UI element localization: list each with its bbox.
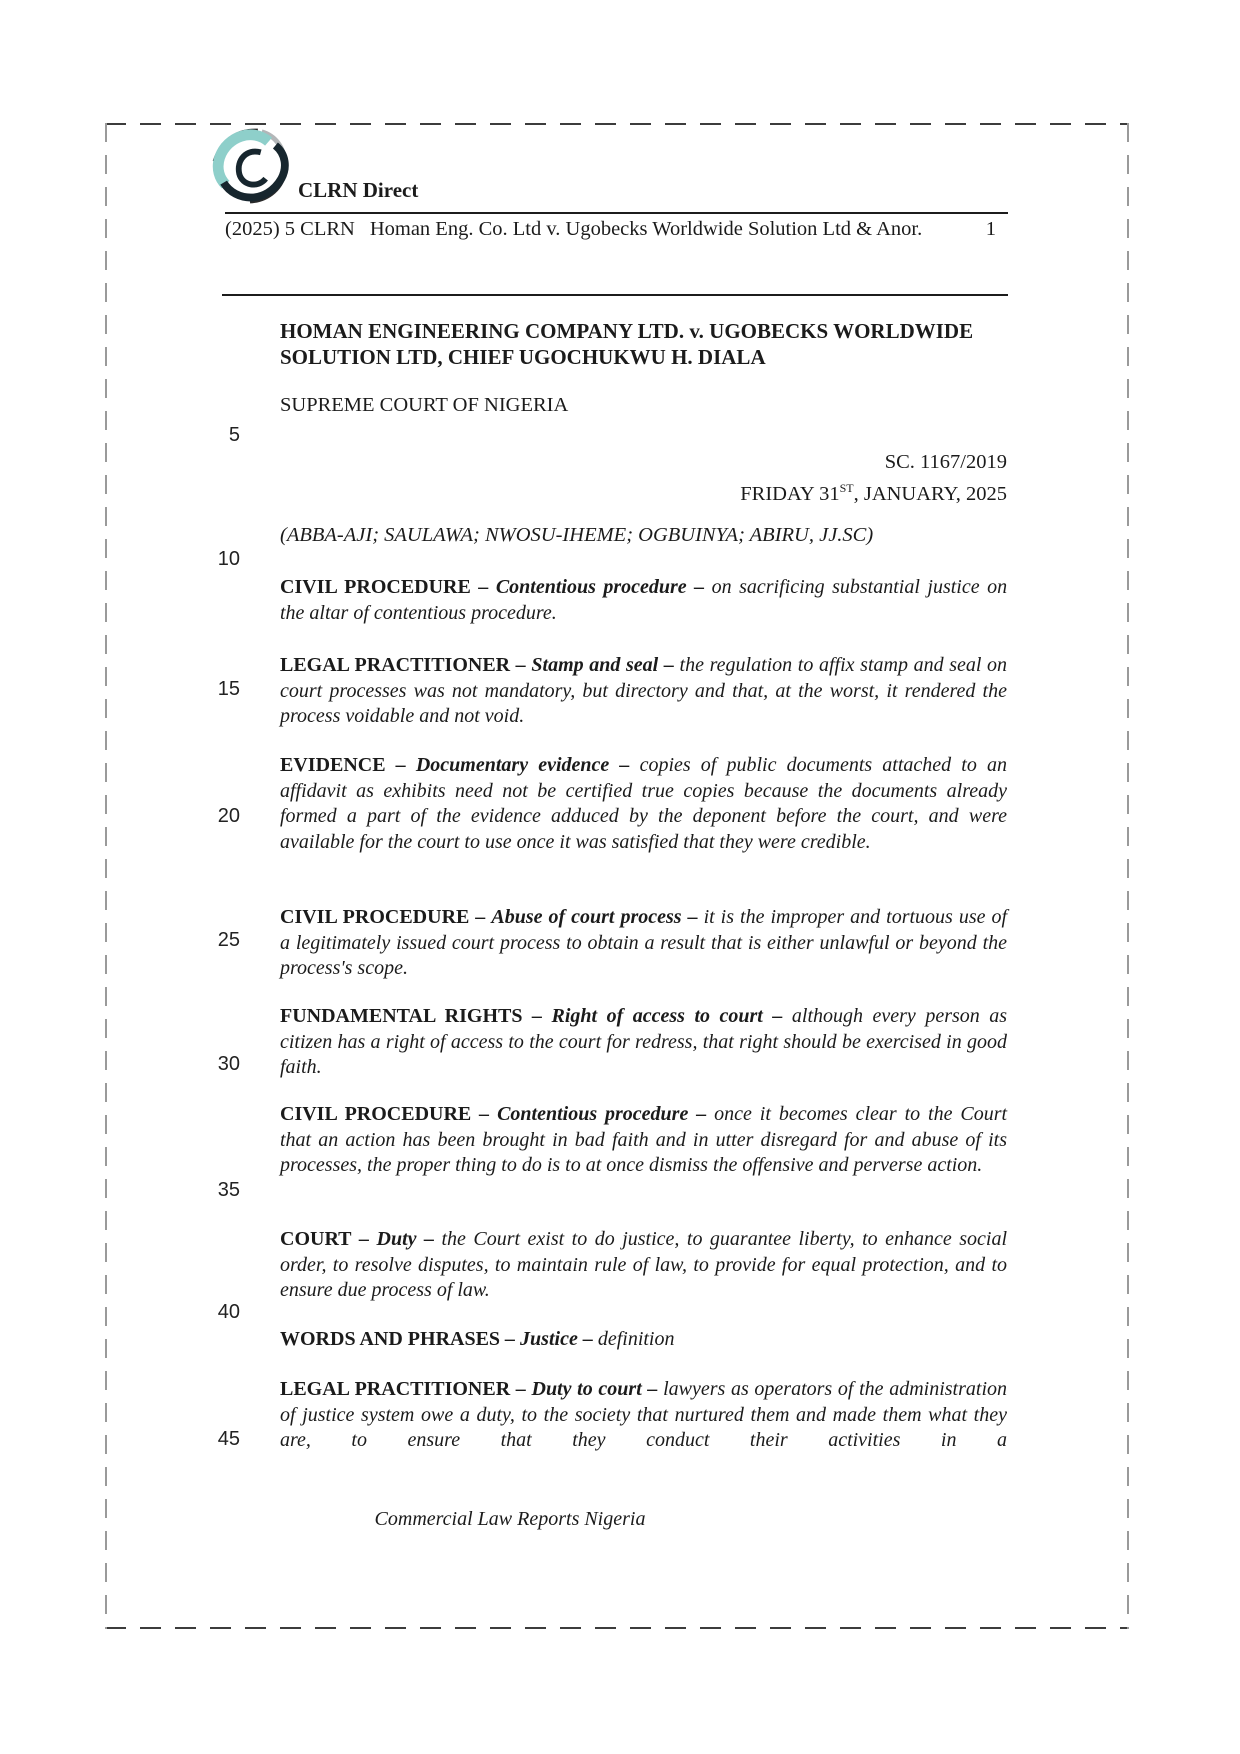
running-case-title: Homan Eng. Co. Ltd v. Ugobecks Worldwide Solution Ltd & Anor.: [369, 218, 923, 240]
catchword-text: although every person as citizen has a right of access to the court for redress, that right should be exercised in good faith.: [280, 1005, 1008, 1079]
suit-number: SC. 1167/2019: [884, 451, 1007, 473]
header-rule-bottom: [222, 294, 1008, 296]
margin-line-number: 30: [217, 1053, 240, 1075]
catchword-paragraph: [280, 1227, 1007, 1304]
header-rule-top: [225, 212, 1008, 214]
catchword-topic: FUNDAMENTAL RIGHTS: [280, 1005, 523, 1027]
dash-separator: –: [696, 1103, 707, 1125]
dash-separator: –: [515, 1378, 526, 1400]
dash-separator: –: [532, 1005, 543, 1027]
catchword-text: it is the improper and tortuous use of a legitimately issued court process to obtain a result that is either unlawful or beyond the process's scope.: [280, 906, 1008, 980]
margin-line-number: 20: [217, 805, 240, 827]
judgment-date: FRIDAY 31ST, JANUARY, 2025: [740, 481, 1007, 505]
catchword-topic: CIVIL PROCEDURE: [280, 576, 471, 598]
catchword-subtopic: Abuse of court process: [491, 906, 682, 928]
margin-line-number: 10: [217, 548, 240, 570]
catchword-text: copies of public documents attached to an affidavit as exhibits need not be certified true copies because the documents already formed a part of the evidence adduced by the deponent before the court, and were available for the court to use once it was satisfied that they were credible.: [280, 754, 1007, 853]
catchword-topic: CIVIL PROCEDURE: [280, 1103, 472, 1125]
dash-separator: –: [478, 576, 489, 598]
catchword-paragraph: [280, 1004, 1007, 1081]
catchword-subtopic: Duty to court: [531, 1378, 642, 1400]
catchword-paragraph: [280, 575, 1007, 626]
dash-separator: –: [479, 1103, 490, 1125]
catchword-paragraph: [280, 905, 1007, 982]
catchword-subtopic: Contentious procedure: [495, 576, 687, 598]
dash-separator: –: [395, 754, 406, 776]
case-reference: [280, 449, 1007, 507]
dash-separator: –: [647, 1378, 658, 1400]
catchword-paragraph: [280, 1102, 1007, 1179]
catchword-text: lawyers as operators of the administration of justice system owe a duty, to the society that nurtured them and made them what they are, to ensure that they conduct their activities in a: [280, 1378, 1007, 1452]
page-footer: Commercial Law Reports Nigeria: [374, 1508, 646, 1530]
catchword-paragraph: [280, 1377, 1007, 1454]
date-ordinal-superscript: ST: [839, 481, 854, 495]
case-title-line: HOMAN ENGINEERING COMPANY LTD. v. UGOBECKS WORLDWIDE: [280, 319, 974, 343]
clrn-logo-icon: [206, 124, 296, 210]
dash-separator: –: [582, 1328, 593, 1350]
catchword-topic: LEGAL PRACTITIONER: [280, 654, 511, 676]
judges-panel: (ABBA-AJI; SAULAWA; NWOSU-IHEME; OGBUINYA; ABIRU, JJ.SC): [280, 524, 874, 546]
catchword-text: definition: [597, 1328, 675, 1350]
catchword-paragraph: [280, 1327, 1007, 1353]
catchword-subtopic: Stamp and seal: [531, 654, 659, 676]
page-border-right: [1127, 123, 1129, 1629]
dash-separator: –: [359, 1228, 370, 1250]
margin-line-number: 15: [217, 678, 240, 700]
catchword-text: once it becomes clear to the Court that an action has been brought in bad faith and in utter disregard for and abuse of its processes, the proper thing to do is to at once dismiss the offensive and perverse action.: [280, 1103, 1008, 1177]
catchword-subtopic: Right of access to court: [551, 1005, 763, 1027]
catchword-subtopic: Justice: [520, 1328, 578, 1350]
margin-line-number: 40: [217, 1301, 240, 1323]
catchword-subtopic: Duty: [376, 1228, 417, 1250]
dash-separator: –: [505, 1328, 516, 1350]
page-border-bottom: [105, 1627, 1129, 1629]
report-citation: (2025) 5 CLRN: [225, 218, 355, 240]
margin-line-number: 25: [217, 929, 240, 951]
brand-title: CLRN Direct: [298, 178, 419, 202]
dash-separator: –: [694, 576, 705, 598]
dash-separator: –: [619, 754, 630, 776]
court-name: SUPREME COURT OF NIGERIA: [280, 394, 569, 416]
catchword-text: the Court exist to do justice, to guarantee liberty, to enhance social order, to resolve disputes, to maintain rule of law, to provide for equal protection, and to ensure due process of law.: [280, 1228, 1008, 1302]
margin-line-number: 45: [217, 1428, 240, 1450]
margin-line-number: 5: [228, 424, 240, 446]
dash-separator: –: [515, 654, 526, 676]
page-number: 1: [985, 218, 996, 240]
catchword-subtopic: Contentious procedure: [497, 1103, 689, 1125]
catchword-text: on sacrificing substantial justice on the altar of contentious procedure.: [280, 576, 1008, 624]
catchword-topic: LEGAL PRACTITIONER: [280, 1378, 511, 1400]
catchword-topic: CIVIL PROCEDURE: [280, 906, 470, 928]
catchword-topic: WORDS AND PHRASES: [280, 1328, 501, 1350]
catchword-topic: EVIDENCE: [280, 754, 386, 776]
case-title: [280, 318, 1007, 370]
running-head: [225, 218, 1008, 241]
case-title-line: SOLUTION LTD, CHIEF UGOCHUKWU H. DIALA: [280, 345, 766, 369]
catchword-topic: COURT: [280, 1228, 352, 1250]
catchword-subtopic: Documentary evidence: [415, 754, 610, 776]
dash-separator: –: [423, 1228, 434, 1250]
dash-separator: –: [475, 906, 486, 928]
catchword-text: the regulation to affix stamp and seal on court processes was not mandatory, but directory and that, at the worst, it rendered the process voidable and not void.: [280, 654, 1008, 728]
catchword-paragraph: [280, 753, 1007, 855]
dash-separator: –: [772, 1005, 783, 1027]
dash-separator: –: [663, 654, 674, 676]
page-border-left: [105, 123, 107, 1629]
margin-line-number: 35: [217, 1179, 240, 1201]
catchword-paragraph: [280, 653, 1007, 730]
dash-separator: –: [687, 906, 698, 928]
